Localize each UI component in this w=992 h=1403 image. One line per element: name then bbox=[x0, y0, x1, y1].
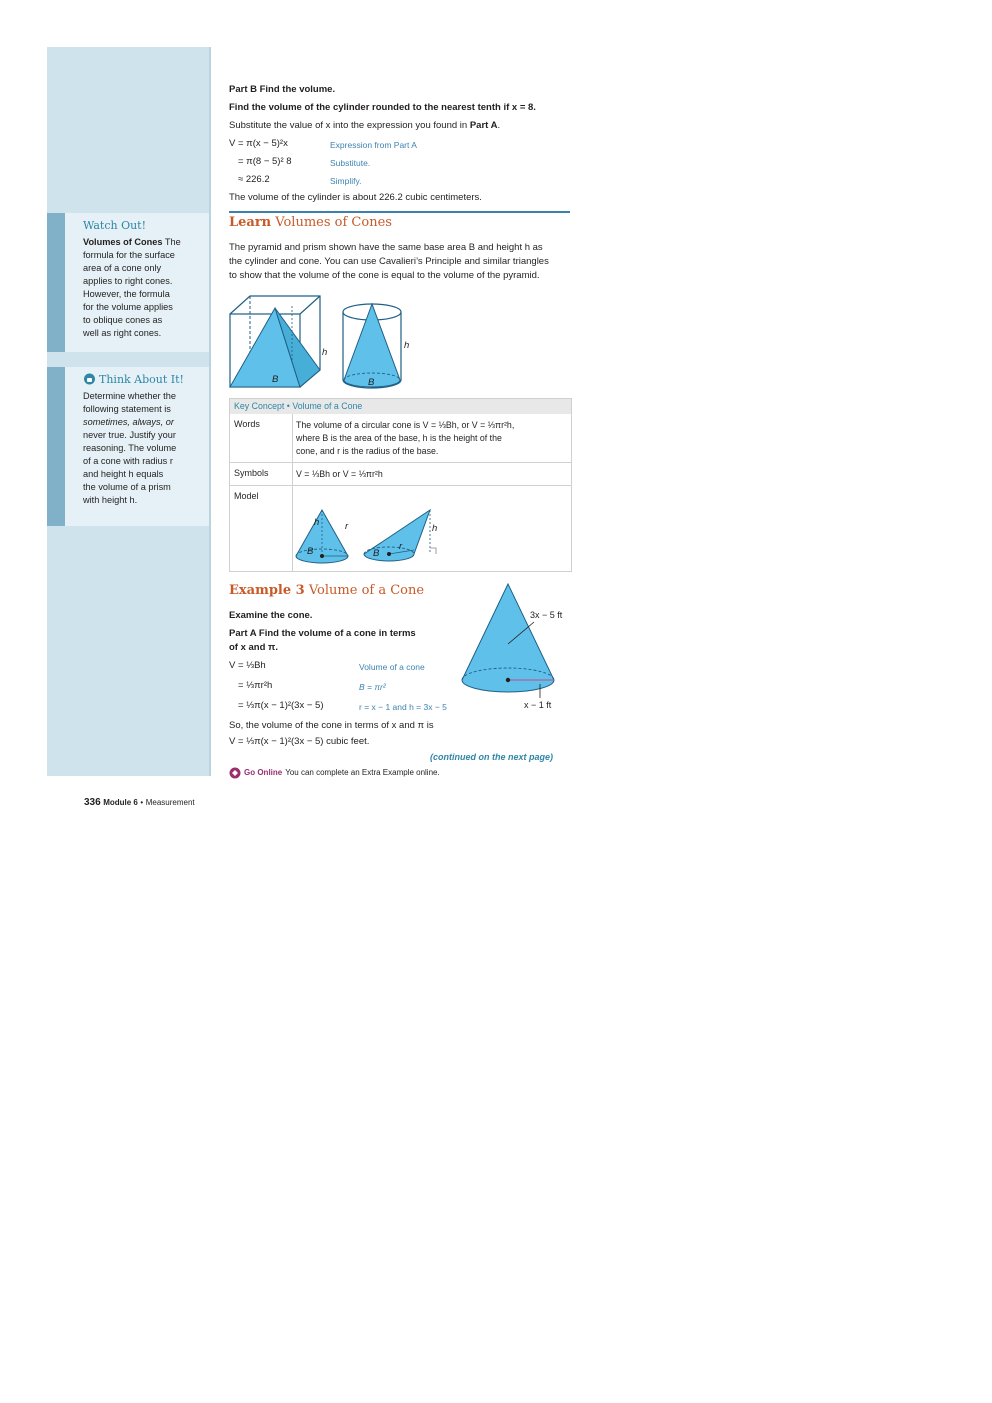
go-online-text: You can complete an Extra Example online. bbox=[285, 768, 440, 777]
learn-paragraph-line: the cylinder and cone. You can use Cavalieri’s Principle and similar triangles bbox=[229, 256, 549, 267]
example-part-a: Part A Find the volume of a cone in terms bbox=[229, 628, 416, 639]
learn-title: Volumes of Cones bbox=[275, 215, 392, 230]
learn-heading bbox=[229, 217, 392, 229]
think-line: never true. Justify your bbox=[83, 430, 176, 440]
model-b-label-2: B bbox=[373, 548, 380, 559]
model-b-label: B bbox=[307, 546, 314, 557]
symbols-text: V = ⅓Bh or V = ⅓πr²h bbox=[296, 469, 383, 479]
think-line: reasoning. The volume bbox=[83, 443, 177, 453]
example-step-expr: V = ⅓Bh bbox=[229, 660, 266, 671]
go-online-icon bbox=[229, 767, 241, 779]
words-label: Words bbox=[234, 419, 260, 429]
think-line: and height h equals bbox=[83, 469, 164, 479]
example-step-expr: = ⅓π(x − 1)²(3x − 5) bbox=[238, 700, 324, 711]
think-line: the volume of a prism bbox=[83, 482, 171, 492]
key-concept-title: Key Concept • Volume of a Cone bbox=[230, 399, 571, 414]
page-footer bbox=[84, 796, 195, 809]
substitute-suffix: . bbox=[497, 120, 501, 131]
example-step-note: r = x − 1 and h = 3x − 5 bbox=[359, 702, 447, 712]
step-note: Expression from Part A bbox=[330, 140, 417, 150]
think-line: sometimes, always, or bbox=[83, 417, 174, 427]
step-note: Substitute. bbox=[330, 158, 371, 168]
watch-out-line: for the volume applies bbox=[83, 302, 173, 312]
example-heading bbox=[229, 585, 424, 597]
watch-out-line: to oblique cones as bbox=[83, 315, 163, 325]
learn-paragraph-line: to show that the volume of the cone is equal to the volume of the pyramid. bbox=[229, 270, 540, 281]
watch-out-line: well as right cones. bbox=[83, 328, 162, 338]
model-h-label-2: h bbox=[432, 523, 438, 534]
pyramid-b-label: B bbox=[272, 374, 279, 385]
continued-note: (continued on the next page) bbox=[430, 752, 553, 762]
lightbulb-icon bbox=[83, 373, 96, 386]
watch-out-bold: Volumes of Cones bbox=[83, 237, 163, 247]
think-line: with height h. bbox=[83, 495, 138, 505]
watch-out-line: area of a cone only bbox=[83, 263, 162, 273]
step-note: Simplify. bbox=[330, 176, 362, 186]
example-cone-figure bbox=[458, 580, 558, 700]
step-expr: = π(8 − 5)² 8 bbox=[238, 156, 292, 167]
words-line: where B is the area of the base, h is the height of the bbox=[296, 433, 502, 443]
radius-label: x − 1 ft bbox=[524, 700, 552, 710]
example-examine: Examine the cone. bbox=[229, 610, 313, 621]
part-b-instruction: Find the volume of the cylinder rounded to the nearest tenth if x = 8. bbox=[229, 102, 536, 113]
model-h-label: h bbox=[314, 517, 320, 528]
callout-bar bbox=[47, 213, 65, 352]
part-b-conclusion: The volume of the cylinder is about 226.2 cubic centimeters. bbox=[229, 192, 482, 203]
section-rule bbox=[229, 211, 570, 213]
model-cones-figure bbox=[292, 506, 452, 568]
think-line: of a cone with radius r bbox=[83, 456, 173, 466]
substitute-ref: Part A bbox=[469, 120, 498, 131]
example-so-line: So, the volume of the cone in terms of x and π is bbox=[229, 720, 434, 731]
model-r-label: r bbox=[345, 521, 349, 532]
watch-out-title: Watch Out! bbox=[83, 219, 147, 232]
cone-b-label: B bbox=[368, 377, 375, 388]
go-online-label[interactable]: Go Online bbox=[244, 768, 283, 777]
step-expr: ≈ 226.2 bbox=[238, 174, 270, 185]
think-about-it-callout bbox=[47, 367, 209, 526]
watch-out-line: formula for the surface bbox=[83, 250, 175, 260]
example-part-a-2: of x and π. bbox=[229, 642, 278, 653]
part-b-substitute bbox=[229, 120, 500, 132]
example-tag: Example 3 bbox=[229, 583, 305, 598]
footer-module: Module 6 bbox=[103, 798, 138, 807]
footer-section: Measurement bbox=[145, 798, 195, 807]
substitute-prefix: Substitute the value of x into the expression you found in bbox=[229, 120, 470, 131]
page-number: 336 bbox=[84, 797, 101, 808]
pyramid-cone-figure bbox=[228, 292, 418, 392]
think-line: following statement is bbox=[83, 404, 171, 414]
callout-bar bbox=[47, 367, 65, 526]
words-row bbox=[230, 414, 571, 460]
model-label: Model bbox=[234, 491, 259, 501]
symbols-row bbox=[230, 462, 571, 486]
step-expr: V = π(x − 5)²x bbox=[229, 138, 288, 149]
prism-h-label: h bbox=[322, 347, 328, 358]
go-online-row[interactable] bbox=[229, 767, 440, 779]
example-step-note: B = πr² bbox=[359, 682, 386, 692]
think-about-it-title bbox=[83, 373, 195, 386]
think-about-it-text bbox=[83, 390, 195, 507]
footer-bullet: • bbox=[140, 798, 144, 807]
think-about-it-title-text: Think About It! bbox=[99, 373, 184, 386]
slant-label: 3x − 5 ft bbox=[530, 610, 563, 620]
example-result: V = ⅓π(x − 1)²(3x − 5) cubic feet. bbox=[229, 736, 370, 747]
watch-out-text bbox=[83, 236, 195, 340]
learn-paragraph-line: The pyramid and prism shown have the same base area B and height h as bbox=[229, 242, 543, 253]
watch-out-callout bbox=[47, 213, 209, 352]
symbols-label: Symbols bbox=[234, 468, 269, 478]
watch-out-line: The bbox=[164, 237, 181, 247]
words-line: The volume of a circular cone is V = ⅓Bh, or V = ⅓πr²h, bbox=[296, 420, 515, 430]
learn-tag: Learn bbox=[229, 215, 272, 230]
model-r-label-2: r bbox=[399, 541, 403, 552]
watch-out-line: applies to right cones. bbox=[83, 276, 173, 286]
words-line: cone, and r is the radius of the base. bbox=[296, 446, 439, 456]
example-step-expr: = ⅓πr²h bbox=[238, 680, 273, 691]
example-step-note: Volume of a cone bbox=[359, 662, 425, 672]
part-b-heading: Part B Find the volume. bbox=[229, 84, 336, 95]
watch-out-line: However, the formula bbox=[83, 289, 170, 299]
example-title: Volume of a Cone bbox=[308, 583, 425, 598]
think-line: Determine whether the bbox=[83, 391, 176, 401]
cylinder-h-label: h bbox=[404, 340, 410, 351]
